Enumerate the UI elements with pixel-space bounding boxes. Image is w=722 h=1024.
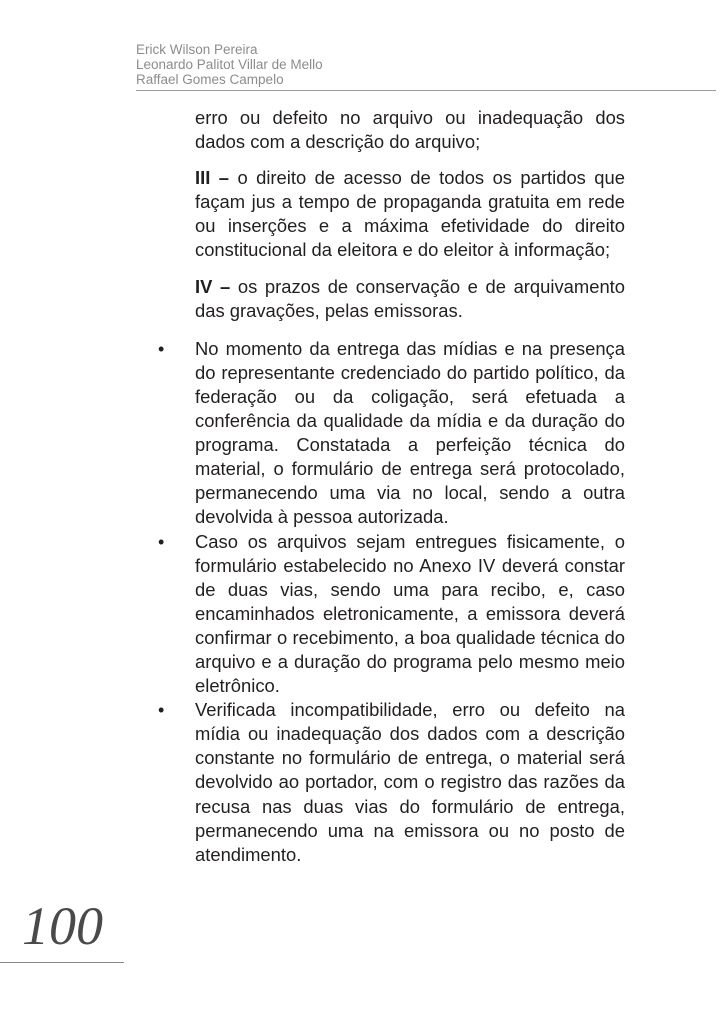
list-item-iii-text: o direito de acesso de todos os partidos que façam jus a tempo de propaganda gratuita em rede ou inserções e a máxima efetividade do direito constitucional da eleitora e do eleitor à informação;: [195, 167, 625, 261]
page-number: 100: [22, 896, 103, 956]
bullet-icon: •: [158, 700, 165, 721]
bullet-item-text: Caso os arquivos sejam entregues fisicamente, o formulário estabelecido no Anexo IV deverá constar de duas vias, sendo uma para recibo, e, caso encaminhados eletronicamente, a emissora deverá confirmar o recebimento, a boa qualidade técnica do arquivo e a duração do programa pelo mesmo meio eletrônico.: [195, 530, 625, 697]
header-divider: [136, 90, 716, 91]
bullet-icon: •: [158, 531, 165, 552]
list-item-iv: [195, 275, 625, 323]
bullet-item: [158, 698, 625, 867]
bullet-item: [158, 337, 625, 530]
bullet-list: [158, 337, 625, 867]
header-author-3: Raffael Gomes Campelo: [136, 72, 284, 87]
roman-numeral-iii: III –: [195, 167, 229, 189]
header-author-2: Leonardo Palitot Villar de Mello: [136, 57, 323, 72]
list-item-iv-text: os prazos de conservação e de arquivamento das gravações, pelas emissoras.: [195, 275, 626, 321]
running-header: [136, 42, 323, 87]
bullet-item-text: Verificada incompatibilidade, erro ou defeito na mídia ou inadequação dos dados com a descrição constante no formulário de entrega, o material será devolvido ao portador, com o registro das razões da recusa nas duas vias do formulário de entrega, permanecendo uma na emissora ou no posto de atendimento.: [195, 699, 625, 865]
bullet-item-text: No momento da entrega das mídias e na presença do representante credenciado do partido político, da federação ou da coligação, será efetuada a conferência da qualidade da mídia e da duração do programa. Constatada a perfeição técnica do material, o formulário de entrega será protocolado, permanecendo uma via no local, sendo a outra devolvida à pessoa autorizada.: [195, 337, 625, 528]
bullet-item: [158, 530, 625, 699]
continued-paragraph: erro ou defeito no arquivo ou inadequação dos dados com a descrição do arquivo;: [195, 107, 625, 153]
page-number-divider: [0, 962, 124, 963]
list-item-iii: [195, 166, 625, 262]
roman-numeral-iv: IV –: [195, 275, 231, 297]
page-body: [158, 106, 626, 867]
bullet-icon: •: [158, 338, 165, 359]
header-author-1: Erick Wilson Pereira: [136, 42, 258, 57]
